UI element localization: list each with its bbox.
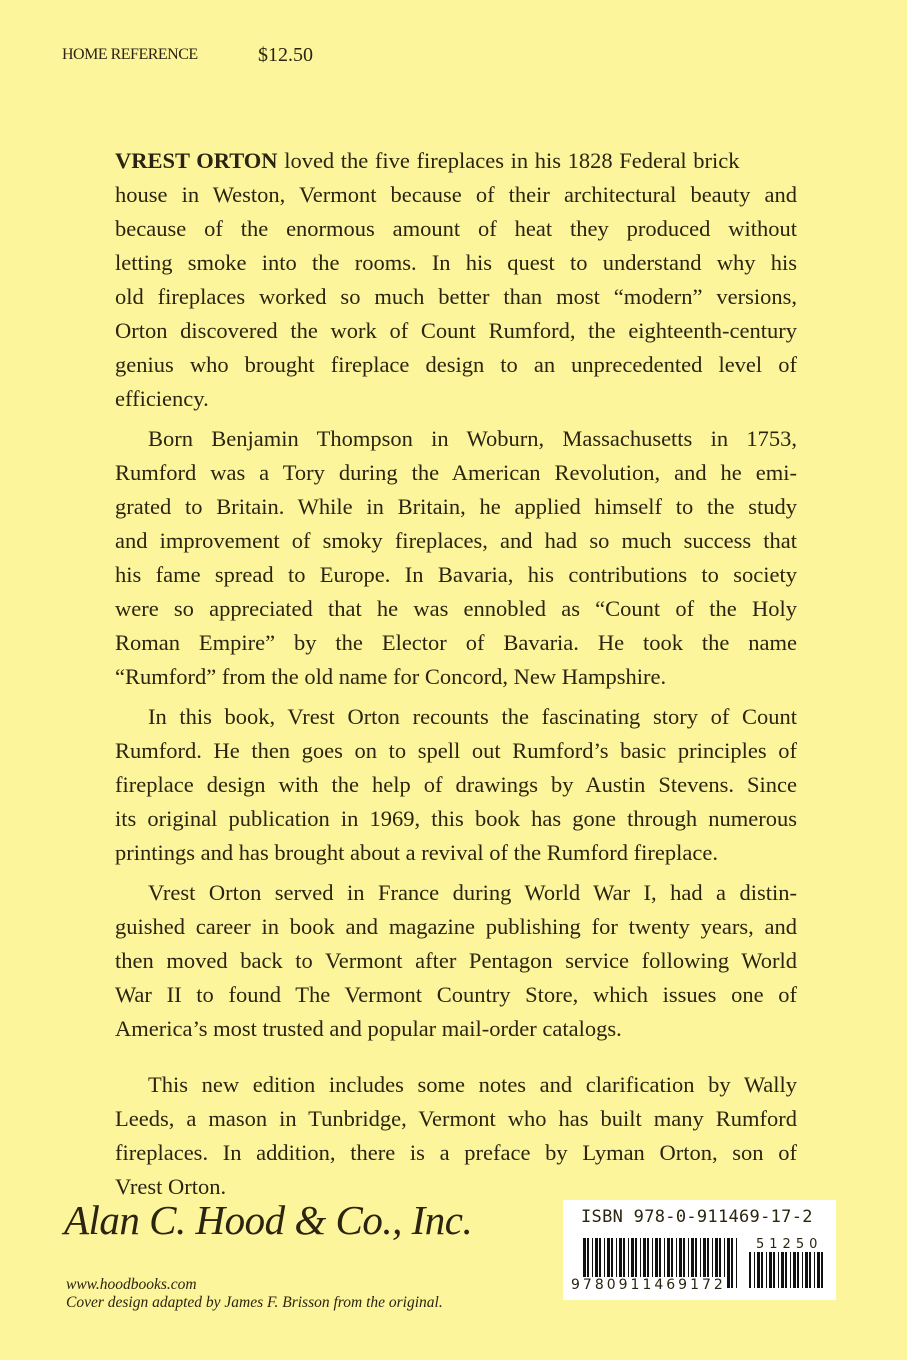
text-line: his fame spread to Europe. In Bavaria, his contributions to society (115, 562, 797, 587)
barcode-bar (809, 1252, 811, 1288)
paragraph (115, 144, 797, 416)
barcode-bar (802, 1252, 803, 1288)
barcode-bar (785, 1252, 787, 1288)
barcode-bar (781, 1252, 784, 1288)
barcode-bar (821, 1252, 823, 1288)
publisher-name: Alan C. Hood & Co., Inc. (64, 1197, 473, 1243)
text-line: printings and has brought about a revival of the Rumford fireplace. (115, 840, 718, 865)
text-line: fireplaces. In addition, there is a preface by Lyman Orton, son of (115, 1140, 797, 1165)
text-line: War II to found The Vermont Country Store, which issues one of (115, 982, 797, 1007)
text-line: efficiency. (115, 386, 209, 411)
text-line: house in Weston, Vermont because of their architectural beauty and (115, 182, 797, 207)
text-line: old fireplaces worked so much better than most “modern” versions, (115, 284, 797, 309)
text-line: Rumford. He then goes on to spell out Rumford’s basic principles of (115, 738, 797, 763)
barcode-bar (731, 1238, 733, 1288)
barcode-bar (736, 1238, 737, 1288)
barcode-digits: 9780911469172 (571, 1277, 726, 1293)
barcode-bar (773, 1252, 775, 1288)
isbn-text: ISBN 978-0-911469-17-2 (581, 1207, 813, 1227)
text-line: letting smoke into the rooms. In his quest to understand why his (115, 250, 797, 275)
text-line: Born Benjamin Thompson in Woburn, Massachusetts in 1753, (148, 426, 797, 451)
text-line: guished career in book and magazine publishing for twenty years, and (115, 914, 797, 939)
barcode-bar (727, 1238, 730, 1288)
text-line: and improvement of smoky fireplaces, and had so much success that (115, 528, 797, 553)
barcode-bar (805, 1252, 808, 1288)
text-line: its original publication in 1969, this book has gone through numerous (115, 806, 797, 831)
text-line: genius who brought fireplace design to an unprecedented level of (115, 352, 797, 377)
description-text (115, 144, 797, 1210)
barcode-bar (766, 1252, 767, 1288)
text-line: because of the enormous amount of heat they produced without (115, 216, 797, 241)
price-barcode-bars (749, 1252, 824, 1288)
barcode-bar (749, 1252, 751, 1288)
text-line: Leeds, a mason in Tunbridge, Vermont who has built many Rumford (115, 1106, 797, 1131)
text-line: Orton discovered the work of Count Rumford, the eighteenth-century (115, 318, 797, 343)
text-line: fireplace design with the help of drawings by Austin Stevens. Since (115, 772, 797, 797)
text-line: Vrest Orton. (115, 1174, 227, 1199)
text-line: were so appreciated that he was ennobled as “Count of the Holy (115, 596, 797, 621)
line-text: loved the five fireplaces in his 1828 Federal brick (277, 148, 740, 173)
text-line: Roman Empire” by the Elector of Bavaria. He took the name (115, 630, 797, 655)
paragraph (115, 422, 797, 694)
text-line: “Rumford” from the old name for Concord, New Hampshire. (115, 664, 667, 689)
text-line: Vrest Orton served in France during World War I, had a distin- (148, 880, 797, 905)
barcode-bar (757, 1252, 760, 1288)
text-line: This new edition includes some notes and clarification by Wally (148, 1072, 797, 1097)
barcode-bar (778, 1252, 779, 1288)
barcode-bar (761, 1252, 763, 1288)
price-code: 51250 (756, 1237, 823, 1252)
text-line (115, 144, 797, 178)
paragraph (115, 1068, 797, 1204)
barcode-bar (769, 1252, 772, 1288)
text-line: grated to Britain. While in Britain, he applied himself to the study (115, 494, 797, 519)
text-line: then moved back to Vermont after Pentagon service following World (115, 948, 797, 973)
barcode-bar (817, 1252, 820, 1288)
isbn-barcode (563, 1200, 836, 1300)
barcode-bar (797, 1252, 799, 1288)
barcode-bar (790, 1252, 791, 1288)
price-label: $12.50 (258, 44, 313, 66)
barcode-bar (814, 1252, 815, 1288)
text-line: America’s most trusted and popular mail-order catalogs. (115, 1016, 622, 1041)
text-line: Rumford was a Tory during the American Revolution, and he emi- (115, 460, 797, 485)
paragraph (115, 876, 797, 1046)
text-line: In this book, Vrest Orton recounts the fascinating story of Count (148, 704, 797, 729)
paragraph (115, 700, 797, 870)
author-name: VREST ORTON (115, 148, 278, 173)
barcode-bar (754, 1252, 755, 1288)
website-link: www.hoodbooks.com (66, 1276, 197, 1293)
barcode-bar (793, 1252, 796, 1288)
category-label: HOME REFERENCE (62, 46, 198, 63)
cover-credit: Cover design adapted by James F. Brisson from the original. (66, 1294, 443, 1311)
